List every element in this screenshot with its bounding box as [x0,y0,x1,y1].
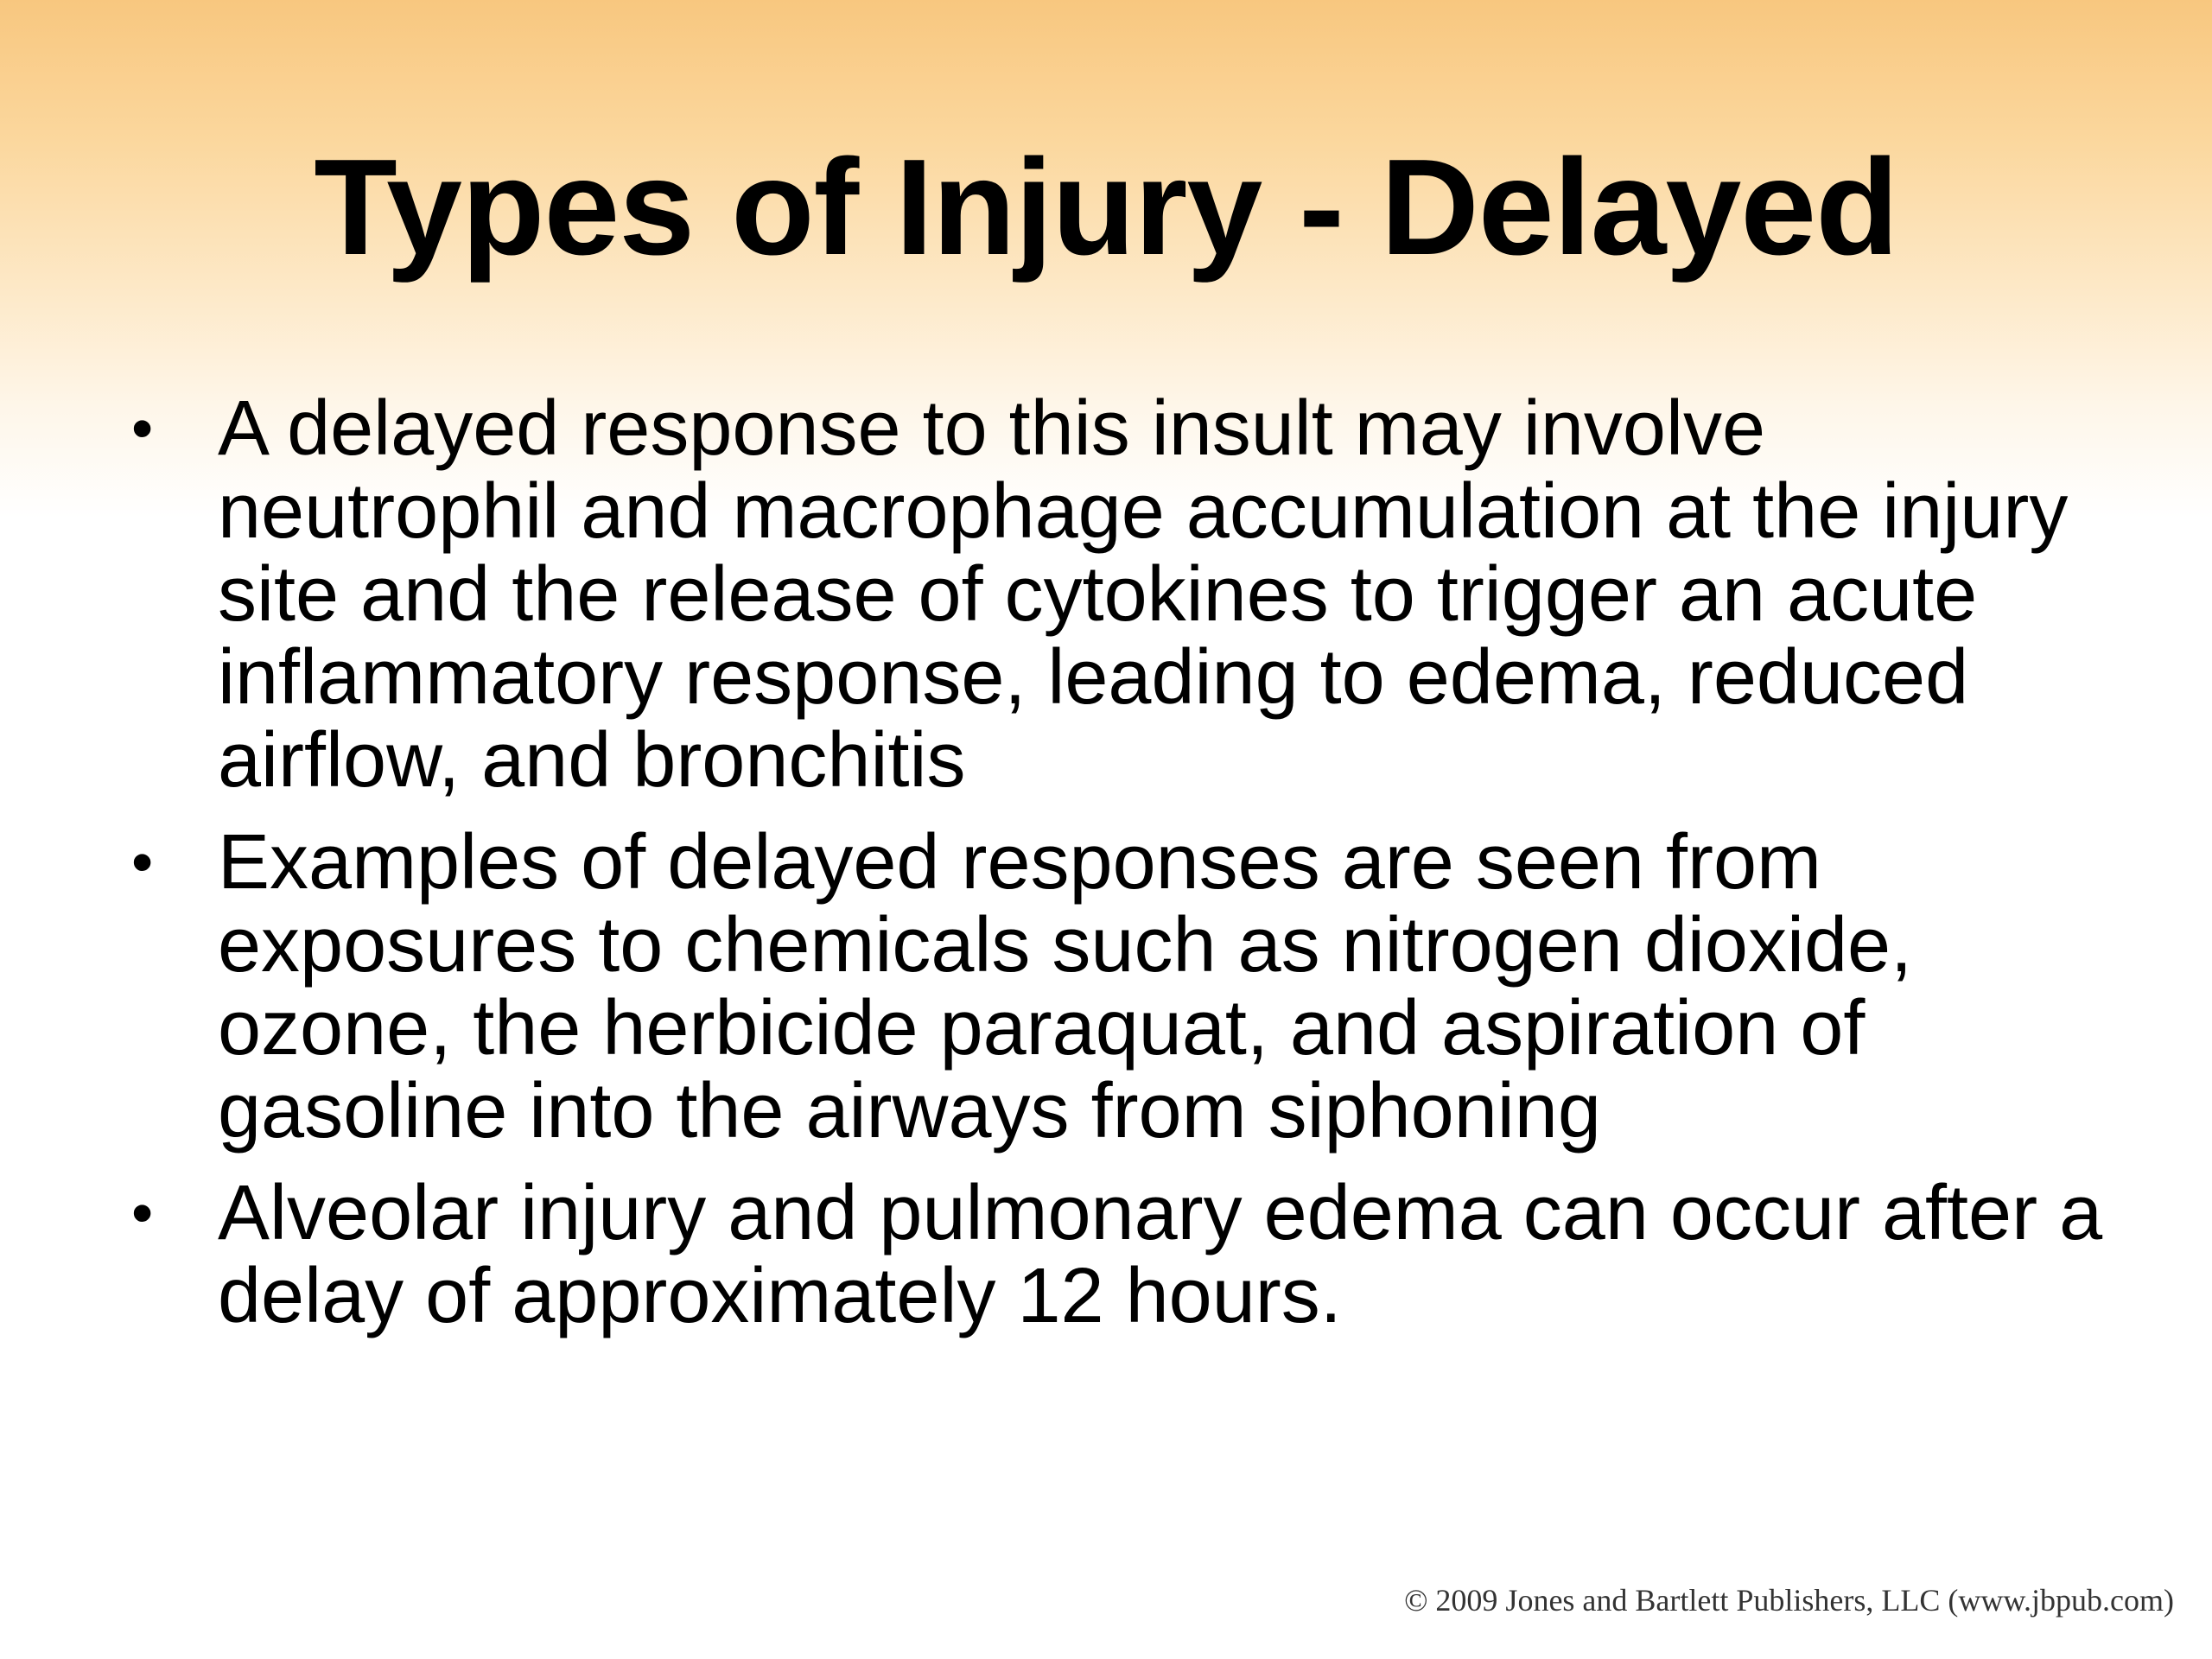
bullet-text: Examples of delayed responses are seen from exposures to chemicals such as nitrogen dioxide, ozone, the herbicide paraquat, and aspiration of gasoline into the airways from siphoning [218,819,1913,1154]
bullet-item [131,387,2119,802]
slide-title: Types of Injury - Delayed [314,131,1898,283]
bullet-list [131,387,2119,1357]
bullet-marker: • [131,394,154,463]
bullet-marker: • [131,828,154,897]
bullet-item [131,1172,2119,1338]
bullet-text: Alveolar injury and pulmonary edema can occur after a delay of approximately 12 hours. [218,1170,2103,1339]
copyright-footer: © 2009 Jones and Bartlett Publishers, LLC (www.jbpub.com) [1404,1583,2174,1618]
bullet-marker: • [131,1179,154,1248]
bullet-item [131,821,2119,1153]
bullet-text: A delayed response to this insult may involve neutrophil and macrophage accumulation at the injury site and the release of cytokines to trigger an acute inflammatory response, leading to edema, reduced airflow, and bronchitis [218,385,2069,804]
